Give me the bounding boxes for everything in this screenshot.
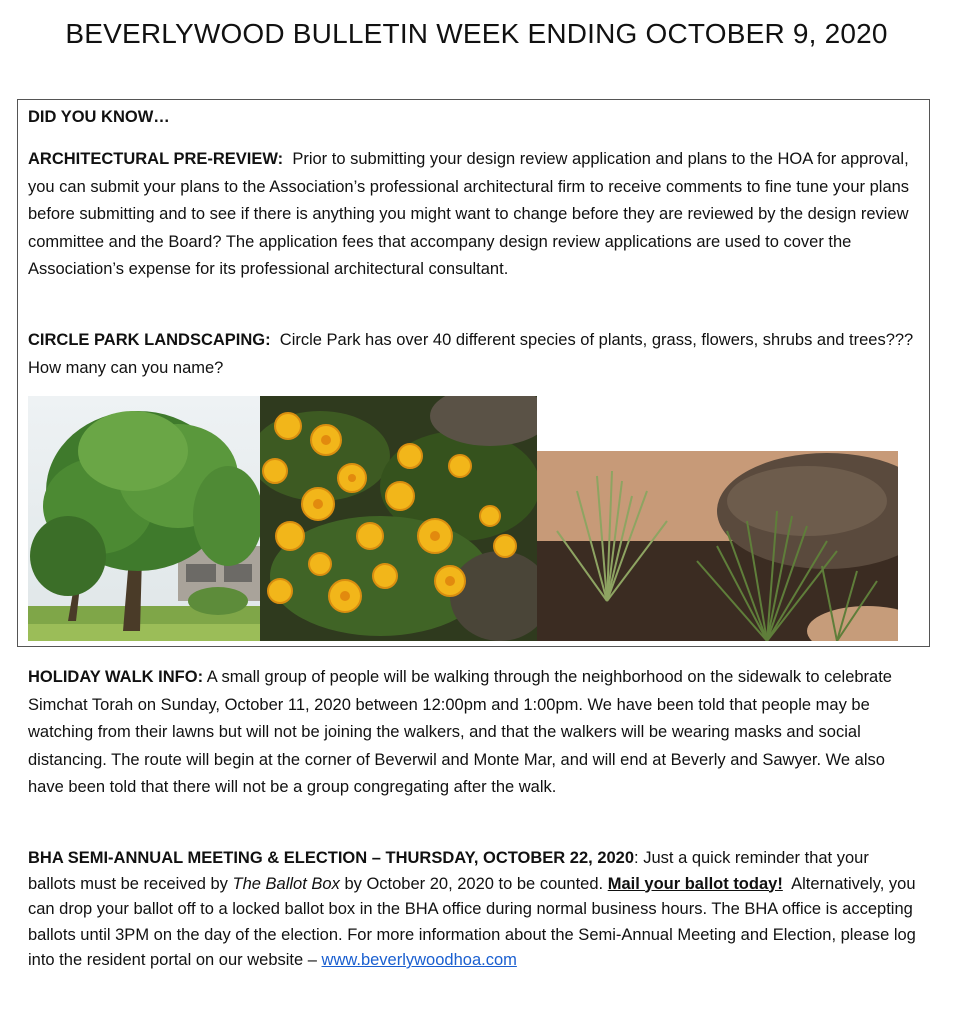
meeting-text-1: Just a quick reminder that your ballots must be received by bbox=[28, 849, 869, 893]
semi-annual-meeting-paragraph bbox=[28, 846, 918, 974]
bulletin-title: BEVERLYWOOD BULLETIN WEEK ENDING OCTOBER 9, 2020 bbox=[65, 18, 888, 49]
meeting-label: BHA SEMI-ANNUAL MEETING & ELECTION – THURSDAY, OCTOBER 22, 2020 bbox=[28, 849, 635, 867]
meeting-colon: : bbox=[634, 849, 639, 867]
architectural-text: Prior to submitting your design review application and plans to the HOA for approval, you can submit your plans to the Association’s professional architectural firm to receive comments to fine tune your plans before submitting and to see if there is anything you might want to change before they are reviewed by the design review committee and the Board? The application fees that accompany design review applications are used to cover the Association’s expense for its professional architectural consultant. bbox=[28, 150, 910, 278]
mail-ballot-link[interactable]: Mail your ballot today! bbox=[607, 874, 783, 893]
meeting-text-2: by October 20, 2020 to be counted. bbox=[344, 874, 604, 893]
holiday-walk-label: HOLIDAY WALK INFO: bbox=[28, 668, 204, 686]
circle-park-text: Circle Park has over 40 different species of plants, grass, flowers, shrubs and trees??? How many can you name? bbox=[28, 331, 914, 377]
circle-park-paragraph bbox=[28, 327, 918, 382]
meeting-text-3: Alternatively, you can drop your ballot off to a locked ballot box in the BHA office during normal business hours. The BHA office is accepting ballots until 3PM on the day of the election. For more information about the Semi-Annual Meeting and Election, please log into the resident portal on our website – bbox=[28, 874, 916, 969]
circle-park-photos bbox=[28, 396, 898, 646]
architectural-pre-review-paragraph bbox=[28, 146, 918, 284]
ballot-box-name: The Ballot Box bbox=[232, 874, 340, 893]
website-link[interactable]: www.beverlywoodhoa.com bbox=[321, 951, 517, 969]
holiday-walk-text: A small group of people will be walking through the neighborhood on the sidewalk to celebrate Simchat Torah on Sunday, October 11, 2020 between 12:00pm and 1:00pm. We have been told that people may be watching from their lawns but will not be joining the walkers, and that the walkers will be wearing masks and social distancing. The route will begin at the corner of Beverwil and Monte Mar, and will end at Beverly and Sawyer. We also have been told that there will not be a group congregating after the walk. bbox=[28, 668, 892, 796]
tree-photo bbox=[28, 396, 260, 641]
architectural-label: ARCHITECTURAL PRE-REVIEW: bbox=[28, 150, 284, 168]
holiday-walk-paragraph bbox=[28, 664, 918, 802]
circle-park-label: CIRCLE PARK LANDSCAPING: bbox=[28, 331, 271, 349]
grass-boulder-photo bbox=[537, 451, 898, 641]
yellow-flowers-photo bbox=[260, 396, 537, 641]
did-you-know-heading: DID YOU KNOW… bbox=[28, 108, 170, 126]
